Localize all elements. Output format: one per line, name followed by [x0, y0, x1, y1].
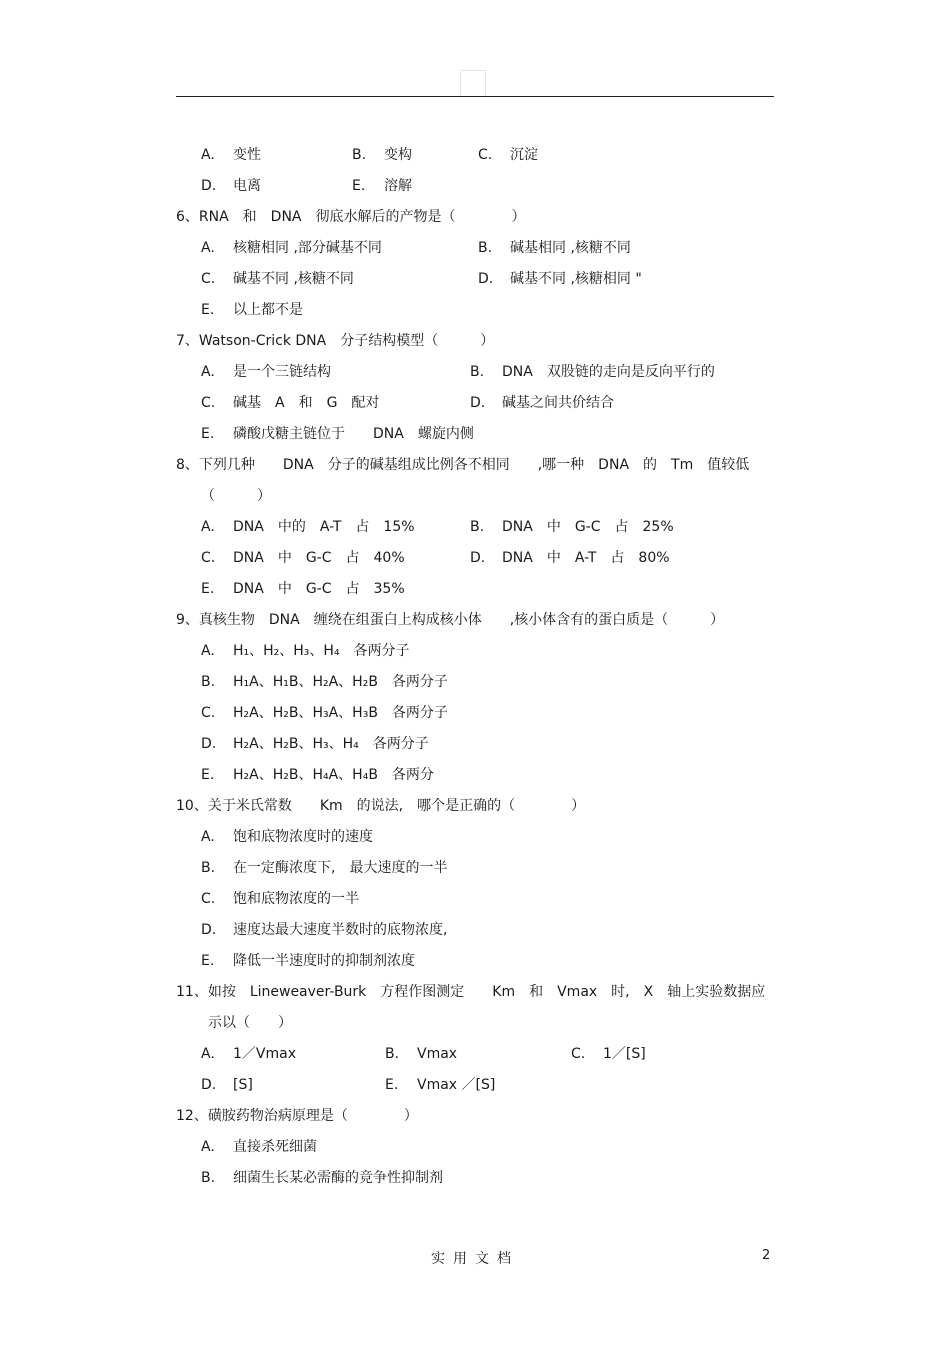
question-line	[0, 450, 950, 481]
option-line	[0, 419, 950, 450]
question-text: 示以（ ）	[208, 1015, 292, 1031]
option-key: D.	[201, 736, 217, 752]
option-key: A.	[201, 519, 215, 535]
answer-option	[470, 357, 715, 388]
option-text: 在一定酶浓度下, 最大速度的一半	[233, 860, 448, 876]
answer-option	[352, 171, 412, 202]
option-text: 电离	[233, 178, 261, 194]
option-text: DNA 双股链的走向是反向平行的	[502, 364, 715, 380]
option-line	[0, 946, 950, 977]
option-key: B.	[470, 519, 485, 535]
option-key: D.	[470, 395, 486, 411]
header-box	[460, 70, 486, 96]
document-content	[0, 140, 950, 1194]
question-text: 12、磺胺药物治病原理是（ ）	[176, 1108, 418, 1124]
answer-option	[201, 1132, 317, 1163]
option-text: H₁A、H₁B、H₂A、H₂B 各两分子	[233, 674, 448, 690]
option-line	[0, 264, 950, 295]
option-text: 饱和底物浓度的一半	[233, 891, 359, 907]
option-text: 直接杀死细菌	[233, 1139, 317, 1155]
option-text: 碱基之间共价结合	[502, 395, 614, 411]
option-key: D.	[478, 271, 494, 287]
answer-option	[478, 264, 642, 295]
option-key: A.	[201, 1046, 215, 1062]
answer-option	[201, 853, 447, 884]
question-text: 6、RNA 和 DNA 彻底水解后的产物是（ ）	[176, 209, 526, 225]
option-text: 降低一半速度时的抑制剂浓度	[233, 953, 415, 969]
answer-option	[201, 1070, 253, 1101]
option-text: 磷酸戊糖主链位于 DNA 螺旋内侧	[233, 426, 474, 442]
answer-option	[352, 140, 412, 171]
option-key: C.	[478, 147, 493, 163]
question-text: 8、下列几种 DNA 分子的碱基组成比例各不相同 ,哪一种 DNA 的 Tm 值较低	[176, 457, 750, 473]
option-line	[0, 667, 950, 698]
option-text: 核糖相同 ,部分碱基不同	[233, 240, 382, 256]
option-text: 碱基不同 ,核糖相同 "	[510, 271, 642, 287]
option-text: 碱基不同 ,核糖不同	[233, 271, 354, 287]
option-line	[0, 1070, 950, 1101]
question-continuation	[0, 481, 950, 512]
option-key: B.	[201, 674, 216, 690]
answer-option	[470, 512, 674, 543]
option-text: 是一个三链结构	[233, 364, 331, 380]
answer-option	[201, 915, 447, 946]
option-key: A.	[201, 147, 215, 163]
question-line	[0, 326, 950, 357]
option-key: C.	[201, 891, 216, 907]
answer-option	[201, 760, 434, 791]
option-key: B.	[470, 364, 485, 380]
answer-option	[201, 884, 359, 915]
option-key: B.	[201, 1170, 216, 1186]
answer-option	[201, 357, 331, 388]
answer-option	[201, 636, 410, 667]
answer-option	[201, 1163, 443, 1194]
option-text: 沉淀	[510, 147, 538, 163]
option-key: A.	[201, 1139, 215, 1155]
option-line	[0, 233, 950, 264]
option-text: 溶解	[384, 178, 412, 194]
answer-option	[385, 1070, 495, 1101]
option-line	[0, 574, 950, 605]
answer-option	[201, 946, 415, 977]
option-line	[0, 295, 950, 326]
option-line	[0, 512, 950, 543]
answer-option	[201, 264, 354, 295]
option-text: DNA 中 G-C 占 25%	[502, 519, 674, 535]
question-text: 9、真核生物 DNA 缠绕在组蛋白上构成核小体 ,核小体含有的蛋白质是（ ）	[176, 612, 725, 628]
option-key: B.	[385, 1046, 400, 1062]
option-line	[0, 729, 950, 760]
question-line	[0, 605, 950, 636]
option-key: E.	[201, 767, 215, 783]
option-text: H₂A、H₂B、H₃、H₄ 各两分子	[233, 736, 429, 752]
option-text: DNA 中 G-C 占 35%	[233, 581, 405, 597]
option-key: A.	[201, 364, 215, 380]
question-line	[0, 791, 950, 822]
answer-option	[201, 233, 382, 264]
page-number: 2	[762, 1248, 771, 1263]
option-text: H₁、H₂、H₃、H₄ 各两分子	[233, 643, 410, 659]
option-key: E.	[201, 581, 215, 597]
answer-option	[201, 419, 474, 450]
option-text: H₂A、H₂B、H₃A、H₃B 各两分子	[233, 705, 448, 721]
option-text: 饱和底物浓度时的速度	[233, 829, 373, 845]
option-line	[0, 140, 950, 171]
answer-option	[201, 171, 261, 202]
option-key: B.	[201, 860, 216, 876]
answer-option	[201, 667, 448, 698]
option-line	[0, 915, 950, 946]
question-text: 11、如按 Lineweaver-Burk 方程作图测定 Km 和 Vmax 时, X 轴上实验数据应	[176, 984, 766, 1000]
option-line	[0, 884, 950, 915]
option-text: DNA 中 G-C 占 40%	[233, 550, 405, 566]
question-line	[0, 1101, 950, 1132]
option-line	[0, 698, 950, 729]
footer-text: 实用文档	[431, 1251, 519, 1267]
answer-option	[201, 512, 415, 543]
option-key: B.	[478, 240, 493, 256]
option-key: E.	[352, 178, 366, 194]
answer-option	[201, 388, 379, 419]
option-key: A.	[201, 829, 215, 845]
option-text: H₂A、H₂B、H₄A、H₄B 各两分	[233, 767, 434, 783]
option-line	[0, 543, 950, 574]
option-key: C.	[201, 705, 216, 721]
answer-option	[470, 543, 670, 574]
option-line	[0, 760, 950, 791]
option-line	[0, 1163, 950, 1194]
option-text: 碱基相同 ,核糖不同	[510, 240, 631, 256]
question-continuation	[0, 1008, 950, 1039]
answer-option	[571, 1039, 646, 1070]
option-text: 1／Vmax	[233, 1046, 296, 1062]
option-line	[0, 171, 950, 202]
answer-option	[201, 1039, 296, 1070]
option-key: E.	[201, 302, 215, 318]
option-text: 以上都不是	[233, 302, 303, 318]
option-line	[0, 357, 950, 388]
option-text: DNA 中 A-T 占 80%	[502, 550, 670, 566]
option-key: D.	[201, 1077, 217, 1093]
option-key: C.	[201, 550, 216, 566]
option-key: E.	[201, 426, 215, 442]
option-key: A.	[201, 643, 215, 659]
option-text: 速度达最大速度半数时的底物浓度,	[233, 922, 448, 938]
option-key: D.	[201, 922, 217, 938]
option-text: 1／[S]	[603, 1046, 646, 1062]
option-key: C.	[201, 271, 216, 287]
option-text: Vmax ／[S]	[417, 1077, 496, 1093]
option-text: 变性	[233, 147, 261, 163]
option-text: [S]	[233, 1077, 253, 1093]
answer-option	[470, 388, 614, 419]
answer-option	[201, 574, 405, 605]
option-line	[0, 1039, 950, 1070]
option-text: 细菌生长某必需酶的竞争性抑制剂	[233, 1170, 443, 1186]
option-key: C.	[201, 395, 216, 411]
question-text: 10、关于米氏常数 Km 的说法, 哪个是正确的（ ）	[176, 798, 586, 814]
header-rule	[176, 96, 774, 97]
answer-option	[478, 233, 631, 264]
question-line	[0, 977, 950, 1008]
question-line	[0, 202, 950, 233]
answer-option	[201, 729, 429, 760]
option-key: E.	[201, 953, 215, 969]
answer-option	[201, 822, 373, 853]
option-key: B.	[352, 147, 367, 163]
option-line	[0, 853, 950, 884]
option-key: E.	[385, 1077, 399, 1093]
option-text: DNA 中的 A-T 占 15%	[233, 519, 415, 535]
answer-option	[201, 295, 303, 326]
answer-option	[201, 543, 405, 574]
option-key: D.	[201, 178, 217, 194]
option-key: C.	[571, 1046, 586, 1062]
option-line	[0, 822, 950, 853]
question-text: 7、Watson-Crick DNA 分子结构模型（ ）	[176, 333, 495, 349]
answer-option	[201, 140, 261, 171]
option-line	[0, 388, 950, 419]
question-text: （ ）	[201, 488, 271, 504]
answer-option	[385, 1039, 457, 1070]
option-key: D.	[470, 550, 486, 566]
option-line	[0, 1132, 950, 1163]
option-text: Vmax	[417, 1046, 458, 1062]
answer-option	[478, 140, 538, 171]
option-text: 碱基 A 和 G 配对	[233, 395, 380, 411]
option-key: A.	[201, 240, 215, 256]
option-line	[0, 636, 950, 667]
answer-option	[201, 698, 448, 729]
option-text: 变构	[384, 147, 412, 163]
